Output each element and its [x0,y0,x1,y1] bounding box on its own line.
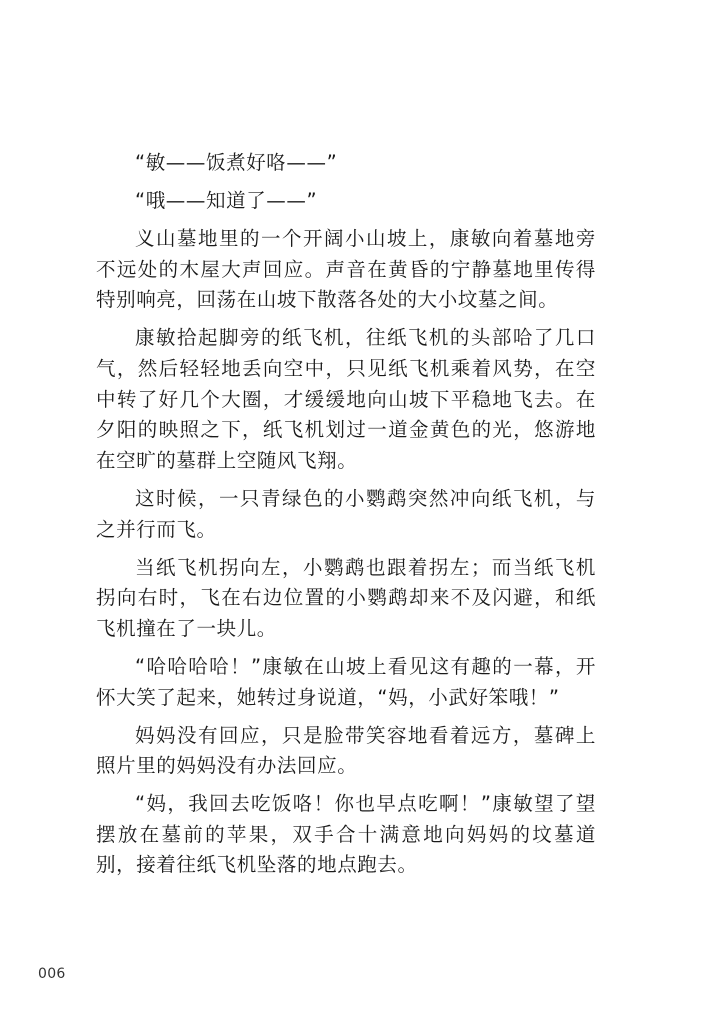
paragraph-farewell: “妈，我回去吃饭咯！你也早点吃啊！”康敏望了望摆放在墓前的苹果，双手合十满意地向妈妈的坟墓道别，接着往纸飞机坠落的地点跑去。 [96,792,596,877]
body-text [96,148,596,889]
paragraph-hillside-scene: 义山墓地里的一个开阔小山坡上，康敏向着墓地旁不远处的木屋大声回应。声音在黄昏的宁静墓地里传得特别响亮，回荡在山坡下散落各处的大小坟墓之间。 [96,227,596,312]
paragraph-laughter: “哈哈哈哈！”康敏在山坡上看见这有趣的一幕，开怀大笑了起来，她转过身说道，“妈，小武好笨哦！” [96,654,596,709]
paragraph-parrot: 这时候，一只青绿色的小鹦鹉突然冲向纸飞机，与之并行而飞。 [96,486,596,541]
paragraph-mother-photo: 妈妈没有回应，只是脸带笑容地看着远方，墓碑上照片里的妈妈没有办法回应。 [96,723,596,778]
paragraph-paper-plane: 康敏拾起脚旁的纸飞机，往纸飞机的头部哈了几口气，然后轻轻地丢向空中，只见纸飞机乘着风势，在空中转了好几个大圈，才缓缓地向山坡下平稳地飞去。在夕阳的映照之下，纸飞机划过一道金黄色的光，悠游地在空旷的墓群上空随风飞翔。 [96,326,596,472]
paragraph-reply: “哦——知道了——” [135,189,318,213]
paragraph-collision: 当纸飞机拐向左，小鹦鹉也跟着拐左；而当纸飞机拐向右时，飞在右边位置的小鹦鹉却来不及闪避，和纸飞机撞在了一块儿。 [96,555,596,640]
page-number: 006 [38,966,66,982]
paragraph-call-from-house: “敏——饭煮好咯——” [135,151,338,174]
